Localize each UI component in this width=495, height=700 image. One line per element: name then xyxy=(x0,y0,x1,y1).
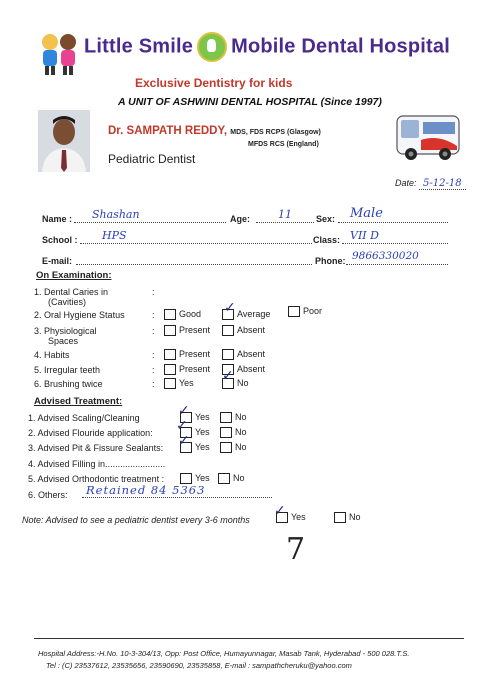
doctor-name: Dr. SAMPATH REDDY, MDS, FDS RCPS (Glasgow) xyxy=(108,125,321,137)
name-line xyxy=(74,222,226,223)
exam-item-hygiene: 2. Oral Hygiene Status xyxy=(34,310,125,320)
hygiene-average-option[interactable]: Average xyxy=(222,309,270,320)
treatment-item-sealants: 3. Advised Pit & Fissure Sealants: xyxy=(28,443,164,453)
doctor-role: Pediatric Dentist xyxy=(108,152,196,166)
spaces-absent-option[interactable]: Absent xyxy=(222,325,265,336)
sealants-yes-option[interactable]: Yes xyxy=(180,442,210,453)
treatment-item-filling: 4. Advised Filling in........................ xyxy=(28,459,166,469)
flouride-no-option[interactable]: No xyxy=(220,427,247,438)
orthodontic-no-option[interactable]: No xyxy=(218,473,245,484)
hygiene-poor-option[interactable]: Poor xyxy=(288,306,322,317)
treatment-heading: Advised Treatment: xyxy=(34,396,123,407)
checkbox[interactable] xyxy=(222,349,234,360)
class-line xyxy=(342,243,448,244)
irregular-absent-option[interactable]: Absent xyxy=(222,364,265,375)
treatment-item-flouride: 2. Advised Flouride application: xyxy=(28,428,153,438)
checkbox[interactable] xyxy=(164,378,176,389)
brushing-no-option[interactable]: No xyxy=(222,378,249,389)
checkbox[interactable] xyxy=(164,309,176,320)
date-value: 5-12-18 xyxy=(419,178,466,190)
treatment-item-orthodontic: 5. Advised Orthodontic treatment : xyxy=(28,474,165,484)
phone-line xyxy=(346,264,448,265)
handwritten-mark: 7 xyxy=(286,532,306,567)
flouride-yes-option[interactable]: Yes xyxy=(180,427,210,438)
tooth-logo-icon xyxy=(197,32,227,62)
check-mark-icon: ✓ xyxy=(178,403,190,419)
subtitle: Exclusive Dentistry for kids xyxy=(135,76,293,90)
age-label: Age: xyxy=(230,214,250,224)
habits-present-option[interactable]: Present xyxy=(164,349,210,360)
scaling-no-option[interactable]: No xyxy=(220,412,247,423)
others-line xyxy=(82,497,272,498)
doctor-quals2: MFDS RCS (England) xyxy=(248,141,319,148)
colon: : xyxy=(152,365,155,375)
note-text: Note: Advised to see a pediatric dentist every 3-6 months xyxy=(22,515,250,525)
hygiene-good-option[interactable]: Good xyxy=(164,309,201,320)
name-label: Name : xyxy=(42,214,73,224)
school-value: HPS xyxy=(102,229,127,242)
email-line xyxy=(76,264,312,265)
check-mark-icon: ✓ xyxy=(176,418,188,434)
name-value: Shashan xyxy=(92,208,140,221)
treatment-item-scaling: 1. Advised Scaling/Cleaning xyxy=(28,413,140,423)
colon: : xyxy=(152,326,155,336)
school-line xyxy=(80,243,312,244)
footer-contact: Tel : (C) 23537612, 23535656, 23590690, 23535858, E-mail : sampathcheruku@yahoo.com xyxy=(46,661,352,670)
checkbox[interactable] xyxy=(220,427,232,438)
spaces-present-option[interactable]: Present xyxy=(164,325,210,336)
phone-value: 9866330020 xyxy=(352,250,419,262)
class-value: VII D xyxy=(350,229,379,242)
checkbox[interactable] xyxy=(164,325,176,336)
class-label: Class: xyxy=(313,235,341,245)
sex-line xyxy=(338,222,448,223)
sex-value: Male xyxy=(350,206,383,221)
colon: : xyxy=(152,287,155,297)
age-value: 11 xyxy=(278,208,292,221)
checkbox[interactable] xyxy=(164,364,176,375)
others-value: Retained 84 5363 xyxy=(86,483,206,497)
footer-address: Hospital Address:-H.No. 10-3-304/13, Opp: Post Office, Humayunnagar, Masab Tank, Hyderabad - 500 028.T.S. xyxy=(38,649,410,658)
note-yes-option[interactable]: Yes xyxy=(276,512,306,523)
unit-line: A UNIT OF ASHWINI DENTAL HOSPITAL (Since 1997) xyxy=(118,96,382,108)
colon: : xyxy=(152,379,155,389)
habits-absent-option[interactable]: Absent xyxy=(222,349,265,360)
checkbox[interactable] xyxy=(288,306,300,317)
exam-item-brushing: 6. Brushing twice xyxy=(34,379,103,389)
phone-label: Phone: xyxy=(315,256,346,266)
sex-label: Sex: xyxy=(316,214,336,224)
email-label: E-mail: xyxy=(42,256,73,266)
examination-heading: On Examination: xyxy=(36,270,112,281)
check-mark-icon: ✓ xyxy=(178,433,190,449)
footer-divider xyxy=(34,638,464,639)
check-mark-icon: ✓ xyxy=(274,503,286,519)
bus-icon xyxy=(395,112,463,169)
scaling-yes-option[interactable]: Yes xyxy=(180,412,210,423)
checkbox[interactable] xyxy=(222,325,234,336)
checkbox[interactable] xyxy=(220,442,232,453)
checkbox[interactable] xyxy=(334,512,346,523)
brushing-yes-option[interactable]: Yes xyxy=(164,378,194,389)
exam-item-spaces: 3. Physiological Spaces xyxy=(34,326,97,346)
irregular-present-option[interactable]: Present xyxy=(164,364,210,375)
orthodontic-yes-option[interactable]: Yes xyxy=(180,473,210,484)
sealants-no-option[interactable]: No xyxy=(220,442,247,453)
treatment-item-others: 6. Others: xyxy=(28,490,68,500)
checkbox[interactable] xyxy=(164,349,176,360)
date-field: Date: 5-12-18 xyxy=(395,178,475,189)
exam-item-irregular-teeth: 5. Irregular teeth xyxy=(34,365,101,375)
checkbox[interactable] xyxy=(220,412,232,423)
doctor-photo xyxy=(38,110,90,172)
age-line xyxy=(256,222,314,223)
note-no-option[interactable]: No xyxy=(334,512,361,523)
check-mark-icon: ✓ xyxy=(222,368,234,384)
school-label: School : xyxy=(42,235,78,245)
colon: : xyxy=(152,310,155,320)
colon: : xyxy=(152,350,155,360)
exam-item-caries: 1. Dental Caries in (Cavities) xyxy=(34,287,109,307)
checkbox[interactable] xyxy=(218,473,230,484)
kids-logo xyxy=(36,30,84,76)
check-mark-icon: ✓ xyxy=(224,300,236,316)
exam-item-habits: 4. Habits xyxy=(34,350,70,360)
hospital-title: Little Smile Mobile Dental Hospital xyxy=(84,32,450,62)
